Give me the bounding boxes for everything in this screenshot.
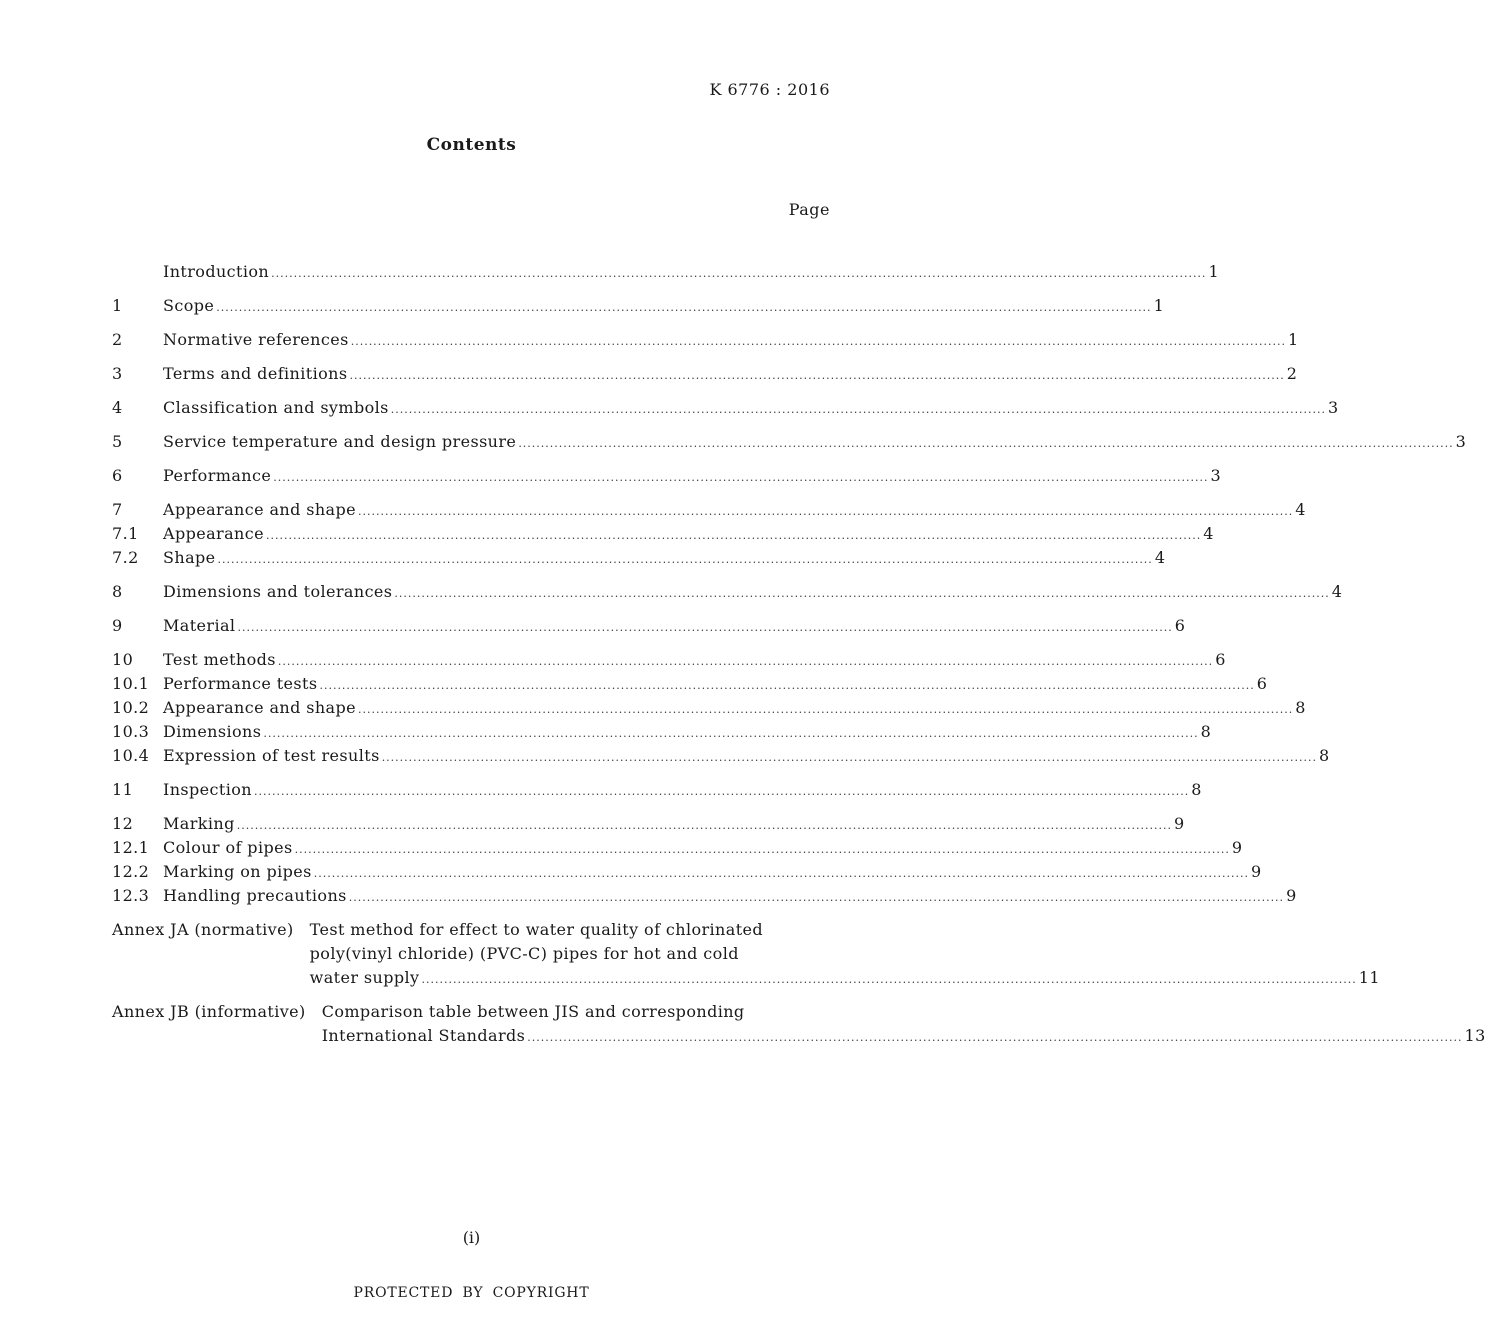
toc-entry-title: Introduction (163, 262, 270, 281)
dot-leader (527, 1024, 1462, 1050)
toc-entry-number: 12 (112, 814, 134, 833)
annex-title-line: poly(vinyl chloride) (PVC-C) pipes for hot and cold (309, 944, 739, 963)
dot-leader (358, 696, 1293, 722)
dot-leader (218, 546, 1153, 572)
toc-entry-number: 10.2 (112, 698, 150, 717)
toc-entry-title: Expression of test results (163, 746, 380, 765)
toc-entry-page: 9 (1231, 838, 1243, 857)
dot-leader (421, 966, 1356, 992)
annex-page: 11 (1358, 968, 1380, 987)
toc-entry-title: Dimensions (163, 722, 262, 741)
dot-leader (237, 614, 1172, 640)
dot-leader (216, 294, 1151, 320)
toc-entry-number: 1 (112, 296, 123, 315)
toc-entry[interactable] (112, 648, 1226, 672)
toc-entry[interactable] (112, 260, 1220, 284)
toc-entry-page: 3 (1328, 398, 1339, 417)
toc-entry[interactable] (112, 836, 1243, 860)
dot-leader (278, 648, 1213, 674)
toc-entry[interactable] (112, 614, 1186, 638)
toc-entry-number: 12.1 (112, 838, 150, 857)
toc-entry[interactable] (112, 430, 1467, 454)
toc-entry-title: Colour of pipes (163, 838, 293, 857)
toc-entry-title: Scope (163, 296, 215, 315)
toc-entry-number: 10.4 (112, 746, 150, 765)
dot-leader (266, 522, 1201, 548)
toc-entry[interactable] (112, 498, 1306, 522)
toc-entry-title: Material (163, 616, 236, 635)
toc-entry-page: 9 (1286, 886, 1297, 905)
toc-entry-number: 2 (112, 330, 123, 349)
toc-entry-number: 10.1 (112, 674, 150, 693)
toc-entry[interactable] (112, 860, 1262, 884)
toc-entry-number: 8 (112, 582, 123, 601)
footer-page-number: (i) (462, 1228, 481, 1247)
toc-entry-page: 8 (1318, 746, 1330, 765)
toc-entry-page: 6 (1256, 674, 1268, 693)
toc-entry-page: 4 (1331, 582, 1343, 601)
annex-heading: Annex JB (informative) (112, 1002, 306, 1021)
toc-entry-number: 4 (112, 398, 123, 417)
toc-entry-page: 1 (1153, 296, 1165, 315)
document-id: K 6776 : 2016 (709, 80, 830, 99)
toc-entry-title: Classification and symbols (163, 398, 389, 417)
toc-entry[interactable] (112, 328, 1299, 352)
toc-entry-page: 8 (1200, 722, 1212, 741)
annex-title-line: International Standards (321, 1026, 526, 1045)
dot-leader (237, 812, 1172, 838)
toc-entry-number: 7.1 (112, 524, 139, 543)
toc-entry-page: 2 (1286, 364, 1298, 383)
annex-title-line: Comparison table between JIS and corresponding (321, 1002, 745, 1021)
dot-leader (349, 362, 1284, 388)
page-column-label: Page (788, 200, 830, 219)
toc-entry-title: Appearance and shape (163, 698, 356, 717)
toc-entry-number: 12.2 (112, 862, 150, 881)
toc-entry[interactable] (112, 696, 1306, 720)
annex-entry[interactable] (112, 1000, 1486, 1048)
toc-entry-title: Handling precautions (163, 886, 347, 905)
toc-entry-title: Marking (163, 814, 235, 833)
toc-entry[interactable] (112, 464, 1222, 488)
toc-entry[interactable] (112, 812, 1185, 836)
toc-entry-title: Normative references (163, 330, 349, 349)
toc-entry-page: 8 (1191, 780, 1202, 799)
toc-entry-page: 1 (1288, 330, 1299, 349)
toc-entry-page: 6 (1215, 650, 1226, 669)
table-of-contents (112, 260, 1486, 1048)
dot-leader (314, 860, 1249, 886)
toc-entry-title: Shape (163, 548, 216, 567)
dot-leader (263, 720, 1198, 746)
toc-entry[interactable] (112, 884, 1297, 908)
toc-entry-page: 6 (1174, 616, 1186, 635)
toc-entry-number: 9 (112, 616, 123, 635)
toc-entry-title: Service temperature and design pressure (163, 432, 517, 451)
toc-entry[interactable] (112, 744, 1330, 768)
dot-leader (295, 836, 1230, 862)
toc-entry-page: 4 (1203, 524, 1214, 543)
toc-entry[interactable] (112, 720, 1212, 744)
dot-leader (319, 672, 1254, 698)
toc-entry-title: Inspection (163, 780, 252, 799)
dot-leader (518, 430, 1453, 456)
toc-entry-number: 6 (112, 466, 123, 485)
toc-entry-title: Dimensions and tolerances (163, 582, 393, 601)
dot-leader (391, 396, 1326, 422)
dot-leader (394, 580, 1329, 606)
toc-entry-number: 10.3 (112, 722, 150, 741)
toc-entry[interactable] (112, 546, 1166, 570)
toc-entry-page: 9 (1251, 862, 1262, 881)
toc-entry-page: 1 (1208, 262, 1220, 281)
toc-entry-number: 7.2 (112, 548, 139, 567)
annex-title-line: water supply (309, 968, 420, 987)
toc-entry-page: 9 (1174, 814, 1185, 833)
toc-entry[interactable] (112, 396, 1339, 420)
toc-entry-number: 12.3 (112, 886, 150, 905)
toc-entry-number: 3 (112, 364, 123, 383)
toc-entry-title: Performance tests (163, 674, 318, 693)
toc-entry[interactable] (112, 580, 1343, 604)
toc-entry[interactable] (112, 522, 1214, 546)
toc-entry-number: 5 (112, 432, 123, 451)
annex-page: 13 (1464, 1026, 1486, 1045)
toc-entry-number: 11 (112, 780, 134, 799)
toc-entry-page: 8 (1295, 698, 1306, 717)
annex-heading: Annex JA (normative) (112, 920, 294, 939)
toc-entry-page: 4 (1295, 500, 1306, 519)
toc-entry[interactable] (112, 778, 1202, 802)
toc-entry-page: 3 (1455, 432, 1467, 451)
toc-entry-title: Marking on pipes (163, 862, 312, 881)
toc-entry-title: Terms and definitions (163, 364, 348, 383)
annex-entry[interactable] (112, 918, 1380, 990)
toc-entry-title: Test methods (163, 650, 276, 669)
dot-leader (349, 884, 1284, 910)
toc-entry[interactable] (112, 294, 1165, 318)
dot-leader (358, 498, 1293, 524)
copyright-notice: PROTECTED BY COPYRIGHT (353, 1285, 590, 1301)
annex-title-line: Test method for effect to water quality of chlorinated (309, 920, 764, 939)
toc-entry[interactable] (112, 362, 1298, 386)
toc-entry-number: 10 (112, 650, 134, 669)
dot-leader (271, 260, 1206, 286)
toc-entry-title: Performance (163, 466, 272, 485)
toc-entry-page: 4 (1154, 548, 1166, 567)
toc-entry-page: 3 (1210, 466, 1222, 485)
dot-leader (351, 328, 1286, 354)
toc-entry-title: Appearance (163, 524, 264, 543)
dot-leader (382, 744, 1317, 770)
dot-leader (254, 778, 1189, 804)
dot-leader (273, 464, 1208, 490)
toc-entry[interactable] (112, 672, 1268, 696)
contents-title: Contents (426, 135, 517, 155)
toc-entry-number: 7 (112, 500, 123, 519)
toc-entry-title: Appearance and shape (163, 500, 356, 519)
